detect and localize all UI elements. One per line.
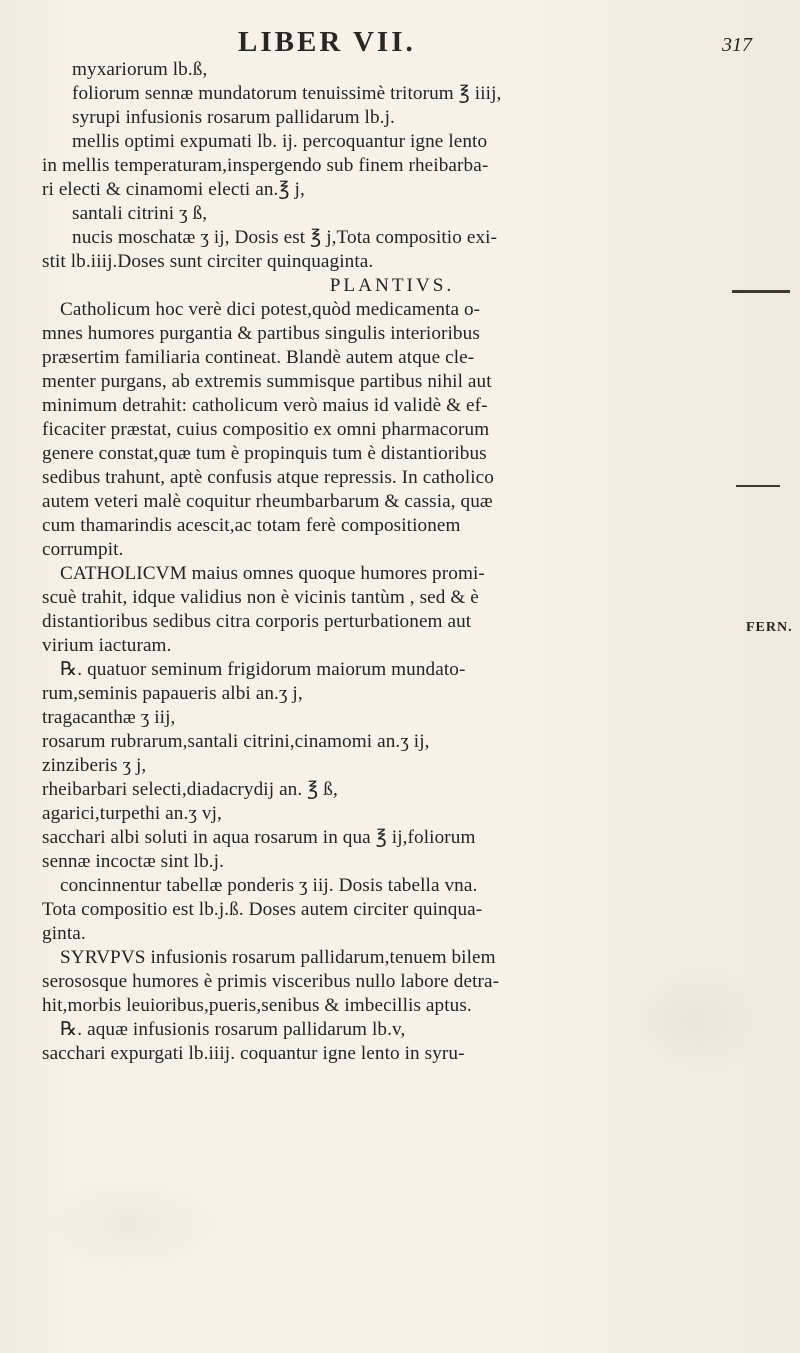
text-line: SYRVPVS infusionis rosarum pallidarum,tenuem bilem xyxy=(60,947,496,968)
text-line: sacchari albi soluti in aqua rosarum in qua ℥ ij,foliorum xyxy=(42,827,476,848)
text-line: santali citrini ʒ ß, xyxy=(72,203,208,224)
text-line: rum,seminis papaueris albi an.ʒ j, xyxy=(42,683,303,704)
text-line: ℞. quatuor seminum frigidorum maiorum mundato- xyxy=(60,659,466,680)
page-number: 317 xyxy=(722,34,752,56)
text-line: distantioribus sedibus citra corporis perturbationem aut xyxy=(42,611,472,632)
page-header xyxy=(0,26,800,56)
text-line: autem veteri malè coquitur rheumbarbarum & cassia, quæ xyxy=(42,491,493,512)
text-line: menter purgans, ab extremis summisque partibus nihil aut xyxy=(42,371,492,392)
text-line: corrumpit. xyxy=(42,539,124,560)
text-line: CATHOLICVM maius omnes quoque humores promi- xyxy=(60,563,485,584)
text-line: ℞. aquæ infusionis rosarum pallidarum lb.v, xyxy=(60,1019,406,1040)
text-line: hit,morbis leuioribus,pueris,senibus & imbecillis aptus. xyxy=(42,995,472,1016)
text-line: in mellis temperaturam,inspergendo sub finem rheibarba- xyxy=(42,155,489,176)
margin-rule-mark xyxy=(736,485,780,487)
text-line: nucis moschatæ ʒ ij, Dosis est ℥ j,Tota compositio exi- xyxy=(72,227,498,248)
text-line: serososque humores è primis visceribus nullo labore detra- xyxy=(42,971,500,992)
text-line: concinnentur tabellæ ponderis ʒ iij. Dosis tabella vna. xyxy=(60,875,478,896)
text-line: rosarum rubrarum,santali citrini,cinamomi an.ʒ ij, xyxy=(42,731,430,752)
text-line: sedibus trahunt, aptè confusis atque repressis. In catholico xyxy=(42,467,494,488)
margin-rule-mark xyxy=(732,290,790,293)
text-line: mnes humores purgantia & partibus singulis interioribus xyxy=(42,323,480,344)
text-line: foliorum sennæ mundatorum tenuissimè tritorum ℥ iiij, xyxy=(72,83,502,104)
text-line: Catholicum hoc verè dici potest,quòd medicamenta o- xyxy=(60,299,481,320)
text-line: genere constat,quæ tum è propinquis tum è distantioribus xyxy=(42,443,487,464)
paper-stain xyxy=(40,1180,220,1270)
text-line: scuè trahit, idque validius non è vicinis tantùm , sed & è xyxy=(42,587,479,608)
text-line: tragacanthæ ʒ iij, xyxy=(42,707,176,728)
text-line: Tota compositio est lb.j.ß. Doses autem circiter quinqua- xyxy=(42,899,483,920)
text-line: minimum detrahit: catholicum verò maius id validè & ef- xyxy=(42,395,488,416)
text-line: ri electi & cinamomi electi an.℥ j, xyxy=(42,179,305,200)
running-head: LIBER VII. xyxy=(238,26,416,58)
text-line: zinziberis ʒ j, xyxy=(42,755,147,776)
text-line: cum thamarindis acescit,ac totam ferè compositionem xyxy=(42,515,461,536)
text-line: sacchari expurgati lb.iiij. coquantur igne lento in syru- xyxy=(42,1043,465,1064)
text-line: agarici,turpethi an.ʒ vj, xyxy=(42,803,222,824)
text-line: sennæ incoctæ sint lb.j. xyxy=(42,851,225,872)
text-line: syrupi infusionis rosarum pallidarum lb.j. xyxy=(72,107,395,128)
body-text xyxy=(42,58,742,1066)
text-line: stit lb.iiij.Doses sunt circiter quinquaginta. xyxy=(42,251,374,272)
section-heading: PLANTIVS. xyxy=(329,275,455,296)
text-line: rheibarbari selecti,diadacrydij an. ℥ ß, xyxy=(42,779,338,800)
text-line: ficaciter præstat, cuius compositio ex omni pharmacorum xyxy=(42,419,490,440)
text-line: mellis optimi expumati lb. ij. percoquantur igne lento xyxy=(72,131,488,152)
text-line: virium iacturam. xyxy=(42,635,172,656)
text-line: ginta. xyxy=(42,923,86,944)
text-line: præsertim familiaria contineat. Blandè autem atque cle- xyxy=(42,347,475,368)
margin-note-fern: FERN. xyxy=(746,620,793,635)
text-line: myxariorum lb.ß, xyxy=(72,59,208,80)
